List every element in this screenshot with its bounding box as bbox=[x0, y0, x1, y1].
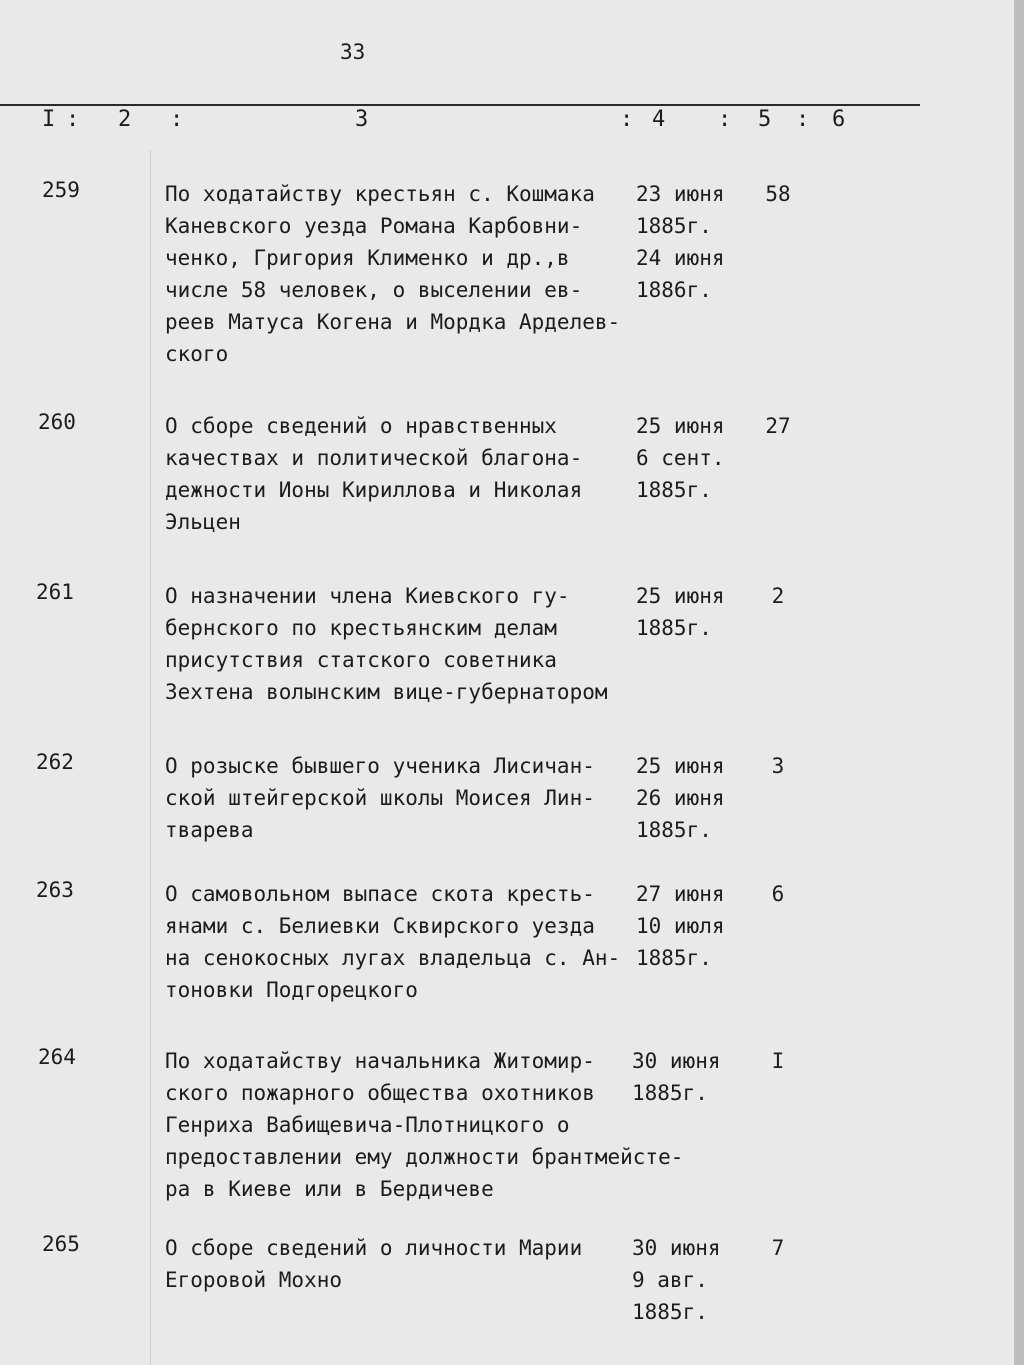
col-separator: : bbox=[796, 107, 810, 132]
entry-sheet-count: 58 bbox=[765, 182, 791, 206]
entry-dates: 25 июня 6 сент. 1885г. bbox=[636, 414, 725, 502]
entry-number: 265 bbox=[42, 1232, 80, 1256]
entry-sheet-count: 7 bbox=[771, 1236, 785, 1260]
entry-dates: 25 июня 1885г. bbox=[636, 584, 725, 640]
entry-description: По ходатайству начальника Житомир- ского пожарного общества охотников Генриха Вабищевича-Плотницкого о предоставлении ему должности брантмейсте- ра в Киеве или в Бердичеве bbox=[165, 1049, 684, 1201]
entry-sheet-count: I bbox=[771, 1049, 785, 1073]
entry-number: 260 bbox=[38, 410, 76, 434]
entry-description: О сборе сведений о личности Марии Егоровой Мохно bbox=[165, 1236, 583, 1292]
entry-sheet-count: 27 bbox=[765, 414, 791, 438]
entry-description: О самовольном выпасе скота кресть- янами с. Белиевки Сквирского уезда на сенокосных лугах владельца с. Ан- тоновки Подгорецкого bbox=[165, 882, 621, 1002]
page-number: 33 bbox=[340, 40, 366, 64]
entry-number: 261 bbox=[36, 580, 74, 604]
entry-dates: 25 июня 26 июня 1885г. bbox=[636, 754, 725, 842]
entry-description: О сборе сведений о нравственных качествах и политической благона- дежности Ионы Кириллова и Николая Эльцен bbox=[165, 414, 583, 534]
entry-dates: 27 июня 10 июля 1885г. bbox=[636, 882, 725, 970]
page-edge bbox=[1014, 0, 1024, 1365]
entry-number: 262 bbox=[36, 750, 74, 774]
col-header-1: I bbox=[42, 107, 56, 132]
entry-dates: 30 июня 9 авг. 1885г. bbox=[632, 1236, 721, 1324]
entry-dates: 30 июня 1885г. bbox=[632, 1049, 721, 1105]
col-separator: : bbox=[620, 107, 634, 132]
entry-description: О назначении члена Киевского гу- бернского по крестьянским делам присутствия статского советника Зехтена волынским вице-губернатором bbox=[165, 584, 608, 704]
header-rule bbox=[0, 104, 920, 106]
col-header-3: 3 bbox=[355, 107, 369, 132]
col-separator: : bbox=[66, 107, 80, 132]
entry-sheet-count: 2 bbox=[771, 584, 785, 608]
column-divider bbox=[150, 150, 151, 1365]
col-header-5: 5 bbox=[758, 107, 772, 132]
entry-number: 264 bbox=[38, 1045, 76, 1069]
entry-description: По ходатайству крестьян с. Кошмака Каневского уезда Романа Карбовни- ченко, Григория Клименко и др.,в числе 58 человек, о выселении ев- реев Матуса Когена и Мордка Арделев- ского bbox=[165, 182, 621, 366]
col-separator: : bbox=[718, 107, 732, 132]
entry-number: 259 bbox=[42, 178, 80, 202]
entry-dates: 23 июня 1885г. 24 июня 1886г. bbox=[636, 182, 725, 302]
col-header-2: 2 bbox=[118, 107, 132, 132]
entry-sheet-count: 3 bbox=[771, 754, 785, 778]
entry-sheet-count: 6 bbox=[771, 882, 785, 906]
col-header-4: 4 bbox=[652, 107, 666, 132]
entry-number: 263 bbox=[36, 878, 74, 902]
col-separator: : bbox=[170, 107, 184, 132]
entry-description: О розыске бывшего ученика Лисичан- ской штейгерской школы Моисея Лин- тварева bbox=[165, 754, 595, 842]
col-header-6: 6 bbox=[832, 107, 846, 132]
